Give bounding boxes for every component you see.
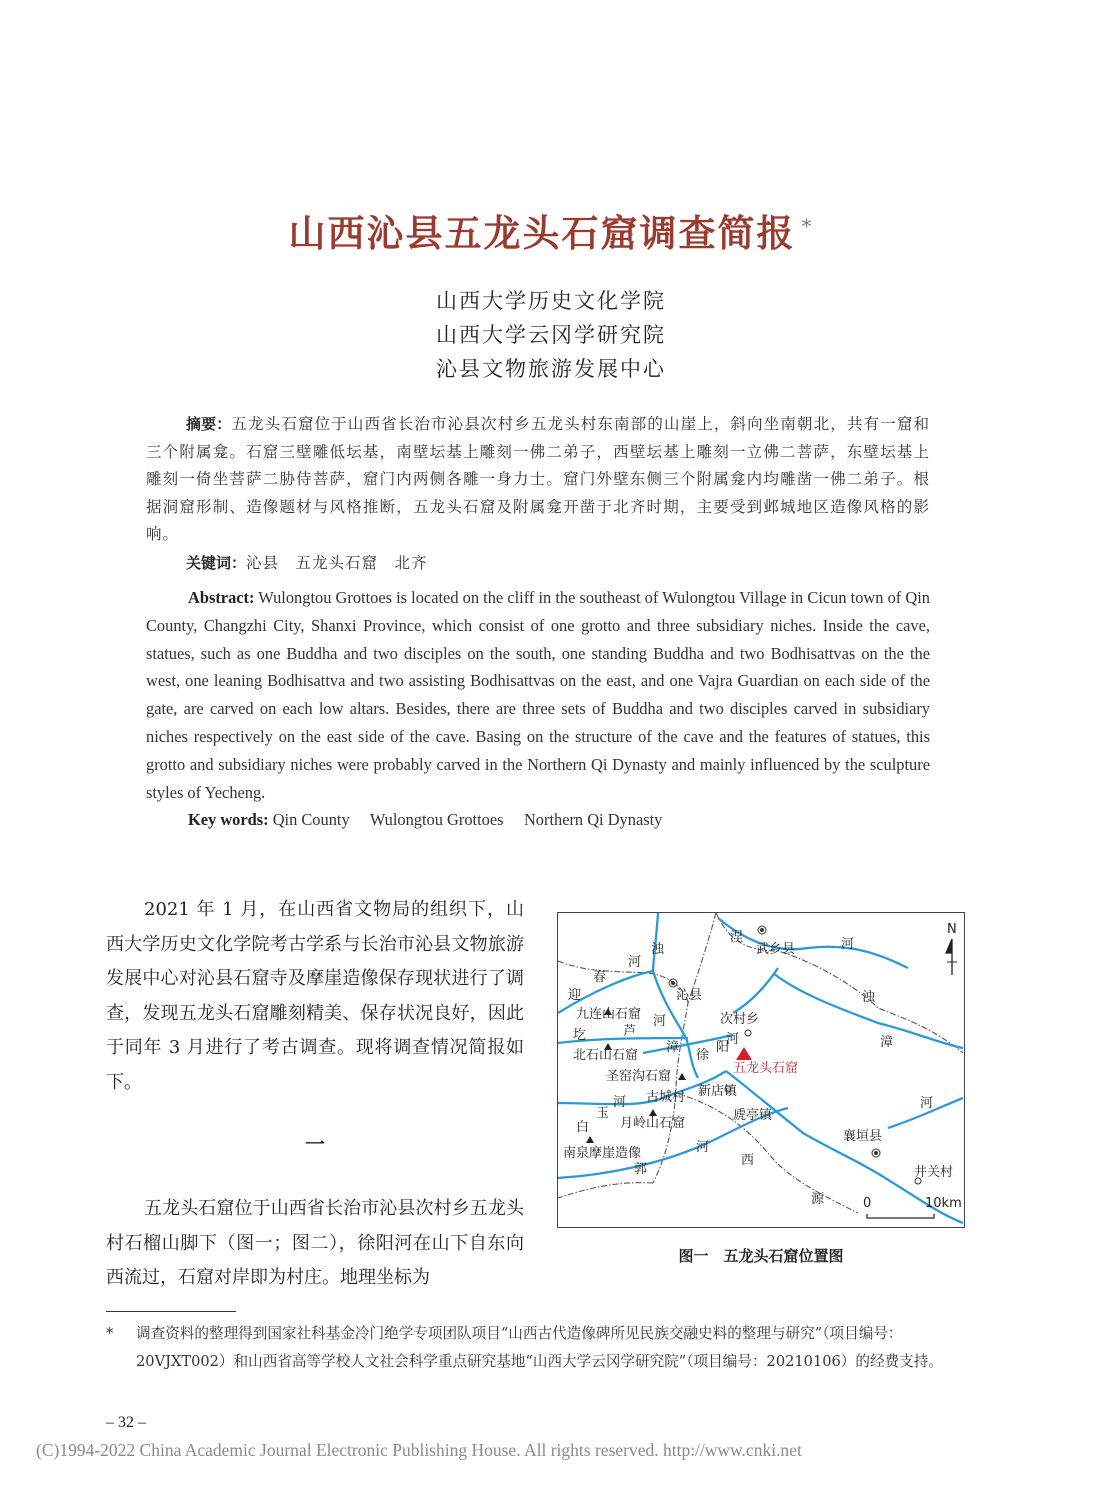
- footnote-text: 调查资料的整理得到国家社科基金冷门绝学专项团队项目“山西古代造像碑所见民族交融史料的整理与研究”（项目编号：20VJXT002）和山西省高等学校人文社会科学重点研究基地“山西大学云冈学研究院”（项目编号：20210106）的经费支持。: [136, 1325, 943, 1370]
- lbl-ying: 迎: [568, 988, 582, 1003]
- xuyang-river: [733, 968, 778, 1013]
- lbl-yuan: 源: [811, 1192, 825, 1207]
- affiliation-3: 沁县文物旅游发展中心: [436, 357, 666, 381]
- lbl-he4: 河: [613, 1095, 627, 1110]
- lbl-he2: 河: [653, 1014, 667, 1029]
- lbl-xu: 徐: [696, 1048, 710, 1063]
- lbl-qi: 圪: [573, 1028, 587, 1043]
- affiliation-1: 山西大学历史文化学院: [436, 289, 666, 313]
- north-label: N: [947, 922, 957, 937]
- lbl-gucheng: 古城村: [646, 1090, 686, 1105]
- title-footnote-mark: *: [801, 213, 814, 238]
- section-number: 一: [305, 1132, 325, 1156]
- keywords-cn: [146, 550, 930, 578]
- lbl-qinxian: 沁县: [676, 988, 703, 1003]
- nanquan-marker: [586, 1136, 594, 1143]
- lbl-zhang-e: 漳: [880, 1035, 894, 1050]
- lbl-xiangyuan: 襄垣县: [843, 1129, 883, 1144]
- abstract-en: [146, 584, 930, 806]
- footnote-mark: *: [106, 1325, 114, 1342]
- lbl-he6: 河: [696, 1140, 710, 1155]
- footnote: [106, 1320, 966, 1376]
- keywords-cn-label: 关键词：: [186, 554, 247, 572]
- abstract-cn: [146, 411, 930, 549]
- yueling-marker: [649, 1109, 657, 1116]
- keywords-en-label: Key words:: [188, 810, 269, 829]
- map-svg: [558, 913, 963, 1226]
- lbl-xindian: 新店镇: [698, 1084, 738, 1099]
- north-arrow-icon: [946, 939, 952, 975]
- lbl-ci: 次村乡: [720, 1012, 760, 1027]
- keywords-cn-text: 沁县 五龙头石窟 北齐: [246, 554, 428, 572]
- lbl-he-ne: 河: [841, 937, 855, 952]
- abstract-en-text: Wulongtou Grottoes is located on the cliff in the southeast of Wulongtou Village in Cicun town of Qin County, Changzhi City, Shanxi Province, which consist of one grotto and three subsidiary niches. Inside the cave, statues, such as one Buddha and two disciples on the south, one standing Buddha and two Bodhisattvas on the the west, one leaning Bodhisattva and two assisting Bodhisattvas on the east, and one Vajra Guardian on each side of the gate, are carved on each low altars. Besides, there are three sets of Buddha and two disciples carved in subsidiary niches respectively on the east side of the cave. Basing on the structure of the cave and the features of statues, this grotto and subsidiary niches were probably carved in the Northern Qi Dynasty and mainly influenced by the sculpture styles of Yecheng.: [146, 588, 930, 802]
- title-text: 山西沁县五龙头石窟调查简报: [288, 211, 796, 255]
- lbl-shengyao: 圣窑沟石窟: [606, 1069, 672, 1084]
- abstract-cn-text: 五龙头石窟位于山西省长治市沁县次村乡五龙头村东南部的山崖上，斜向坐南朝北，共有一窟和三个附属龛。石窟三壁雕低坛基，南壁坛基上雕刻一佛二弟子，西壁坛基上雕刻一立佛二菩萨，东壁坛基上雕刻一倚坐菩萨二胁侍菩萨，窟门内两侧各雕一身力士。窟门外壁东侧三个附属龛内均雕凿一佛二弟子。根据洞窟形制、造像题材与风格推断，五龙头石窟及附属龛开凿于北齐时期，主要受到邺城地区造像风格的影响。: [146, 415, 930, 543]
- copyright-footer: (C)1994-2022 China Academic Journal Electronic Publishing House. All rights reserved. http://www.cnki.net: [36, 1440, 802, 1460]
- keywords-en-text: Qin County Wulongtou Grottoes Northern Qi Dynasty: [272, 810, 663, 829]
- map-labels: [563, 930, 953, 1207]
- lbl-nie: 涅: [730, 930, 744, 945]
- body-paragraph-1: 2021 年 1 月，在山西省文物局的组织下，山西大学历史文化学院考古学系与长治市沁县文物旅游发展中心对沁县石窟寺及摩崖造像保存现状进行了调查，发现五龙头石窟雕刻精美、保存状况良好，因此于同年 3 月进行了考古调查。现将调查情况简报如下。: [106, 899, 524, 1093]
- lbl-hu: 虒亭镇: [733, 1108, 773, 1123]
- zhuo-zhang-east: [773, 973, 963, 1048]
- lbl-beishi: 北石山石窟: [573, 1048, 639, 1063]
- ci-marker: [745, 1030, 751, 1036]
- lbl-jiulian: 九连山石窟: [576, 1007, 642, 1022]
- lbl-wuxiang: 武乡县: [756, 942, 796, 957]
- scale-bar-line: [867, 1214, 934, 1218]
- nie-river: [718, 918, 908, 968]
- scale-end: 10km: [925, 1196, 962, 1211]
- lbl-target: 五龙头石窟: [733, 1061, 799, 1076]
- lbl-zhuo2: 浊: [862, 990, 876, 1005]
- page-number: – 32 –: [106, 1414, 146, 1431]
- lbl-zhang-w: 漳: [666, 1040, 680, 1055]
- keywords-en: [146, 806, 930, 834]
- lbl-he3: 河: [726, 1032, 740, 1047]
- lbl-zhuo1: 浊: [651, 942, 665, 957]
- abstract-cn-label: 摘要：: [186, 415, 232, 433]
- scale-start: 0: [863, 1196, 872, 1211]
- lbl-he5: 河: [920, 1096, 934, 1111]
- lbl-yueling: 月岭山石窟: [620, 1116, 686, 1131]
- map-caption: 图一 五龙头石窟位置图: [678, 1247, 844, 1265]
- north-arrow: [946, 922, 957, 975]
- footnote-rule: [106, 1311, 236, 1312]
- abstract-en-label: Abstract:: [188, 588, 255, 607]
- lbl-chun: 春: [593, 970, 607, 985]
- shengyao-marker: [678, 1073, 686, 1080]
- affiliation-2: 山西大学云冈学研究院: [436, 323, 666, 347]
- body-paragraph-2: 五龙头石窟位于山西省长治市沁县次村乡五龙头村石榴山脚下（图一；图二），徐阳河在山下自东向西流过，石窟对岸即为村庄。地理坐标为: [106, 1198, 524, 1288]
- target-grotto-marker: [736, 1047, 752, 1060]
- lbl-nanquan: 南泉摩崖造像: [563, 1146, 642, 1161]
- lbl-yu: 玉: [596, 1106, 610, 1121]
- lbl-xi: 西: [741, 1153, 755, 1168]
- lbl-bai: 白: [576, 1120, 590, 1135]
- article-title: [0, 203, 1102, 257]
- lbl-jingguan: 井关村: [914, 1165, 954, 1180]
- lbl-guo: 郭: [634, 1162, 648, 1177]
- lbl-yang: 阳: [716, 1040, 730, 1055]
- lbl-he1: 河: [628, 955, 642, 970]
- lbl-lu: 芦: [623, 1024, 637, 1039]
- location-map: [557, 912, 965, 1228]
